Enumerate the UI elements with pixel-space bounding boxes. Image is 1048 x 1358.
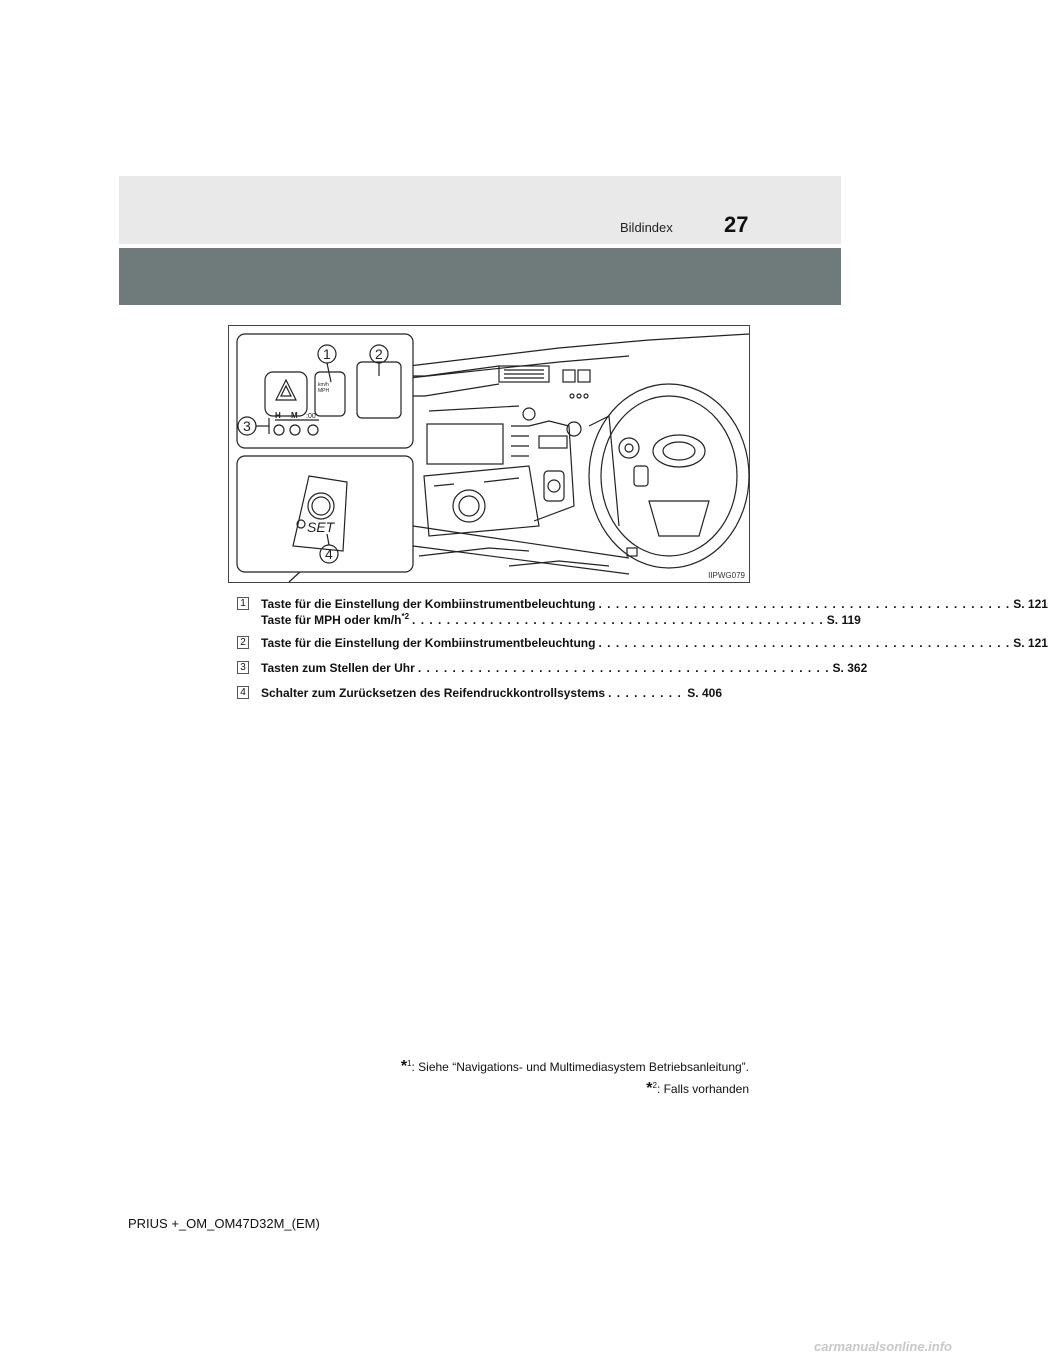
item-label: Tasten zum Stellen der Uhr bbox=[261, 661, 415, 675]
dot-leader: . . . . . . . . . . . . . . . . . . . . . . . . . . . . . . . . . . . . . . . . . . . . . . . . bbox=[598, 597, 1011, 611]
document-id: PRIUS +_OM_OM47D32M_(EM) bbox=[128, 1216, 320, 1231]
dot-leader: . . . . . . . . . . . . . . . . . . . . . . . . . . . . . . . . . . . . . . . . . . . . . . . . bbox=[598, 636, 1011, 650]
item-number: 4 bbox=[237, 686, 249, 699]
page-reference[interactable]: S. 119 bbox=[826, 613, 861, 627]
item-line bbox=[261, 660, 868, 676]
svg-text:M: M bbox=[291, 411, 298, 420]
svg-text::00: :00 bbox=[306, 413, 316, 420]
svg-text:SET: SET bbox=[307, 519, 335, 535]
page-reference[interactable]: S. 121 bbox=[1013, 597, 1048, 611]
item-number: 2 bbox=[237, 636, 249, 649]
image-code: IIPWG079 bbox=[708, 571, 745, 580]
item-line bbox=[261, 596, 1048, 612]
speed-unit-label: km/h bbox=[318, 382, 329, 388]
svg-text:H: H bbox=[275, 411, 281, 420]
svg-text:3: 3 bbox=[243, 418, 251, 434]
item-line bbox=[261, 612, 861, 628]
page-reference[interactable]: S. 121 bbox=[1013, 636, 1048, 650]
footnote-1: *$^1$: Siehe “Navigations- und Multimediasystem Betriebsanleitung”. bbox=[400, 1058, 749, 1075]
dot-leader: . . . . . . . . . bbox=[608, 686, 682, 700]
page-reference[interactable]: S. 406 bbox=[687, 686, 722, 700]
item-label: Taste für MPH oder $km/h^{*2}$ bbox=[261, 612, 410, 627]
item-line bbox=[261, 635, 1048, 651]
svg-text:2: 2 bbox=[375, 346, 383, 362]
dot-leader: . . . . . . . . . . . . . . . . . . . . . . . . . . . . . . . . . . . . . . . . . . . . . . . . bbox=[412, 613, 824, 627]
item-label: Taste für die Einstellung der Kombiinstrumentbeleuchtung bbox=[261, 636, 596, 650]
section-title: Bildindex bbox=[620, 220, 673, 235]
dashboard-drawing bbox=[229, 326, 749, 582]
item-number: 1 bbox=[237, 597, 249, 610]
item-number: 3 bbox=[237, 661, 249, 674]
item-label: Taste für die Einstellung der Kombiinstrumentbeleuchtung bbox=[261, 597, 596, 611]
page-number: 27 bbox=[724, 212, 749, 237]
dashboard-illustration bbox=[228, 325, 750, 583]
svg-text:MPH: MPH bbox=[318, 388, 330, 394]
footnote-marker: *2 bbox=[401, 612, 410, 621]
header-divider bbox=[119, 248, 841, 305]
item-line bbox=[261, 685, 722, 701]
page-reference[interactable]: S. 362 bbox=[832, 661, 868, 675]
footnote-2: *$^2$: Falls vorhanden bbox=[646, 1080, 749, 1097]
svg-text:4: 4 bbox=[325, 546, 333, 562]
item-label: Schalter zum Zurücksetzen des Reifendruckkontrollsystems bbox=[261, 686, 606, 700]
dot-leader: . . . . . . . . . . . . . . . . . . . . . . . . . . . . . . . . . . . . . . . . . . . . . . . . bbox=[417, 661, 830, 675]
svg-text:1: 1 bbox=[323, 346, 331, 362]
watermark: carmanualsonline.info bbox=[814, 1339, 952, 1354]
